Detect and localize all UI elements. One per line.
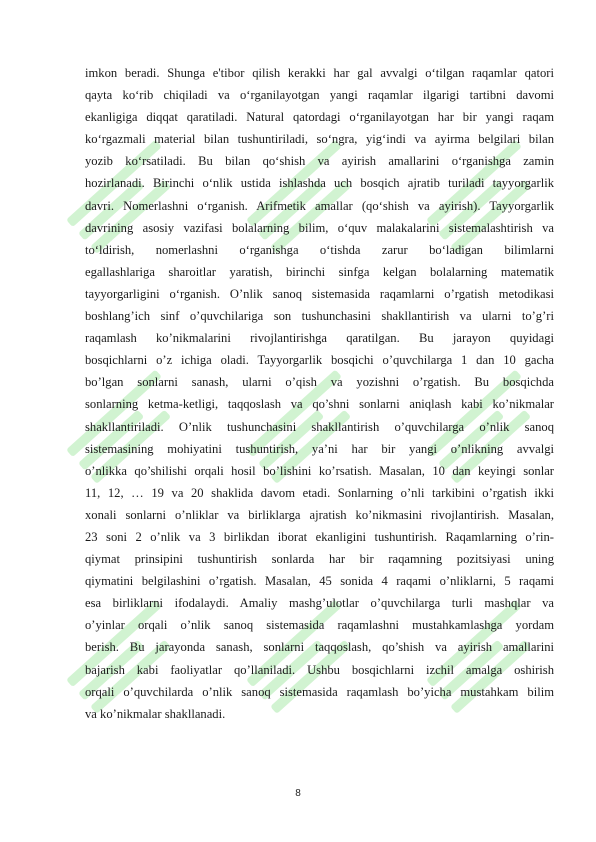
text-line: shakllantiriladi. O’nlik tushunchasini shakllantirish o’quvchilarga o’nlik sanoq bbox=[85, 419, 554, 434]
text-line: imkon beradi. Shunga e'tibor qilish kerakki har gal avvalgi o‘tilgan raqamlar qatori bbox=[85, 66, 554, 80]
text-line: 11, 12, … 19 va 20 shaklida davom etadi. Sonlarning o’nli tarkibini o’rgatish ikki bbox=[85, 485, 554, 500]
text-line: to‘ldirish, nomerlashni o‘rganishga o‘tishda zarur bo‘ladigan bilimlarni bbox=[85, 242, 554, 257]
body-text bbox=[85, 62, 554, 725]
text-line: raqamlash ko’nikmalarini rivojlantirishga qaratilgan. Bu jarayon quyidagi bbox=[85, 331, 554, 346]
page-number: 8 bbox=[295, 788, 301, 799]
text-line: egallashlariga sharoitlar yaratish, birinchi sinfga kelgan bolalarning matematik bbox=[85, 264, 554, 279]
text-line: yozib ko‘rsatiladi. Bu bilan qo‘shish va ayirish amallarini o‘rganishga zamin bbox=[85, 154, 554, 169]
text-line: berish. Bu jarayonda sanash, sonlarni taqqoslash, qo’shish va ayirish amallarini bbox=[85, 640, 554, 655]
text-line: ekanligiga diqqat qaratiladi. Natural qatordagi o‘rganilayotgan har bir yangi raqam bbox=[85, 110, 554, 125]
text-line: esa birliklarni ifodalaydi. Amaliy mashg’ulotlar o’quvchilarga turli mashqlar va bbox=[85, 596, 554, 611]
text-line: qayta ko‘rib chiqiladi va o‘rganilayotgan yangi raqamlar ilgarigi tartibni davomi bbox=[85, 88, 554, 103]
text-line: o’yinlar orqali o’nlik sanoq sistemasida raqamlashni mustahkamlashga yordam bbox=[85, 618, 554, 633]
text-line: bosqichlarni o’z ichiga oladi. Tayyorgarlik bosqichi o’quvchilarga 1 dan 10 gacha bbox=[85, 353, 554, 368]
text-line: davrining asosiy vazifasi bolalarning bilim, o‘quv malakalarini sistemalashtirish va bbox=[85, 220, 554, 235]
text-line: bo’lgan sonlarni sanash, ularni o’qish va yozishni o’rgatish. Bu bosqichda bbox=[85, 375, 554, 390]
text-line: o’nlikka qo’shilishi orqali hosil bo’lishini ko’rsatish. Masalan, 10 dan keyingi sonlar bbox=[85, 463, 554, 478]
text-line: davri. Nomerlashni o‘rganish. Arifmetik amallar (qo‘shish va ayirish). Tayyorgarlik bbox=[85, 198, 554, 213]
text-line: tayyorgarligini o‘rganish. O’nlik sanoq sistemasida raqamlarni o’rgatish metodikasi bbox=[85, 286, 554, 301]
text-line: orqali o’quvchilarda o’nlik sanoq sistemasida raqamlash bo’yicha mustahkam bilim bbox=[85, 684, 554, 699]
text-line: boshlang’ich sinf o’quvchilariga son tushunchasini shakllantirish va ularni to’g’ri bbox=[85, 309, 554, 324]
text-line: va ko’nikmalar shakllanadi. bbox=[85, 706, 226, 721]
text-line: sonlarning ketma-ketligi, taqqoslash va qo’shni sonlarni aniqlash kabi ko’nikmalar bbox=[85, 397, 554, 412]
text-line: hozirlanadi. Birinchi o‘nlik ustida ishlashda uch bosqich ajratib turiladi tayyorgarlik bbox=[85, 176, 554, 191]
text-line: bajarish kabi faoliyatlar qo’llaniladi. Ushbu bosqichlarni izchil amalga oshirish bbox=[85, 662, 554, 677]
text-line: 23 soni 2 o’nlik va 3 birlikdan iborat ekanligini tushuntirish. Raqamlarning o’rin- bbox=[85, 529, 554, 544]
text-line: qiymat prinsipini tushuntirish sonlarda har bir raqamning pozitsiyasi uning bbox=[85, 552, 554, 567]
text-line: sistemasining mohiyatini tushuntirish, ya’ni har bir yangi o’nlikning avvalgi bbox=[85, 441, 554, 456]
text-line: xonali sonlarni o’nliklar va birliklarga ajratish ko’nikmasini rivojlantirish. Masalan, bbox=[85, 507, 554, 522]
text-line: ko‘rgazmali material bilan tushuntiriladi, so‘ngra, yig‘indi va ayirma belgilari bilan bbox=[85, 132, 554, 147]
text-line: qiymatini belgilashini o’rgatish. Masalan, 45 sonida 4 raqami o’nliklarni, 5 raqami bbox=[85, 574, 554, 589]
